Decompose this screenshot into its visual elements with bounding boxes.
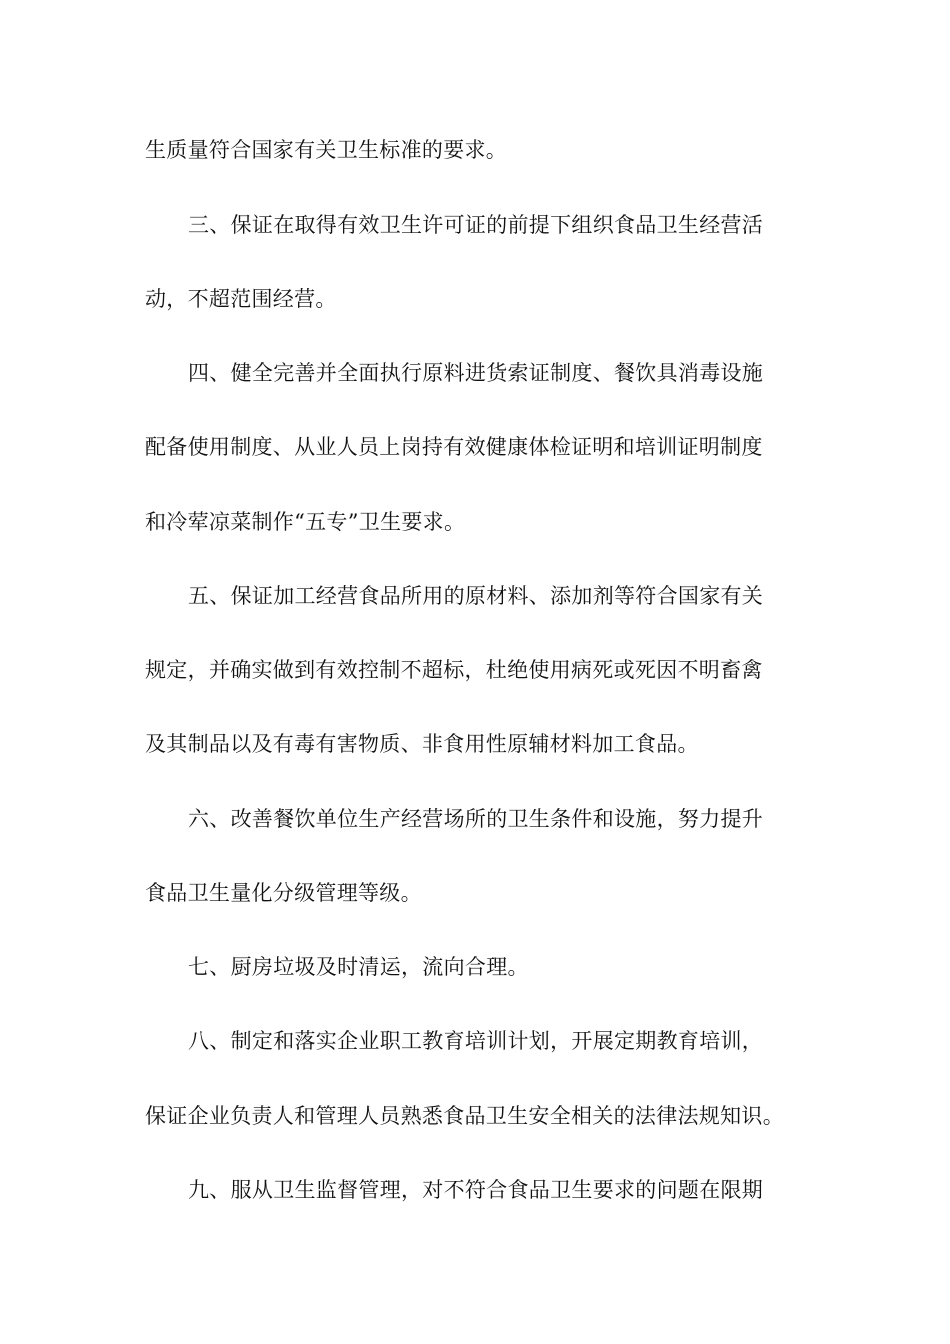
paragraph-eight-start: 八、制定和落实企业职工教育培训计划，开展定期教育培训， [188,1029,764,1053]
paragraph-seven-start: 七、厨房垃圾及时清运，流向合理。 [188,955,529,979]
text-line: 及其制品以及有毒有害物质、非食用性原辅材料加工食品。 [145,732,699,756]
text-line: 食品卫生量化分级管理等级。 [145,881,422,905]
text-line: 配备使用制度、从业人员上岗持有效健康体检证明和培训证明制度 [145,435,763,459]
text-line: 和冷荤凉菜制作“五专”卫生要求。 [145,510,466,534]
paragraph-three-start: 三、保证在取得有效卫生许可证的前提下组织食品卫生经营活 [188,213,764,237]
paragraph-six-start: 六、改善餐饮单位生产经营场所的卫生条件和设施，努力提升 [188,807,764,831]
text-line: 动，不超范围经营。 [145,287,337,311]
paragraph-five-start: 五、保证加工经营食品所用的原材料、添加剂等符合国家有关 [188,584,764,608]
text-line: 保证企业负责人和管理人员熟悉食品卫生安全相关的法律法规知识。 [145,1104,784,1128]
text-line: 规定，并确实做到有效控制不超标，杜绝使用病死或死因不明畜禽 [145,658,763,682]
paragraph-four-start: 四、健全完善并全面执行原料进货索证制度、餐饮具消毒设施 [188,361,764,385]
paragraph-nine-start: 九、服从卫生监督管理，对不符合食品卫生要求的问题在限期 [188,1178,764,1202]
text-line: 生质量符合国家有关卫生标准的要求。 [145,138,508,162]
